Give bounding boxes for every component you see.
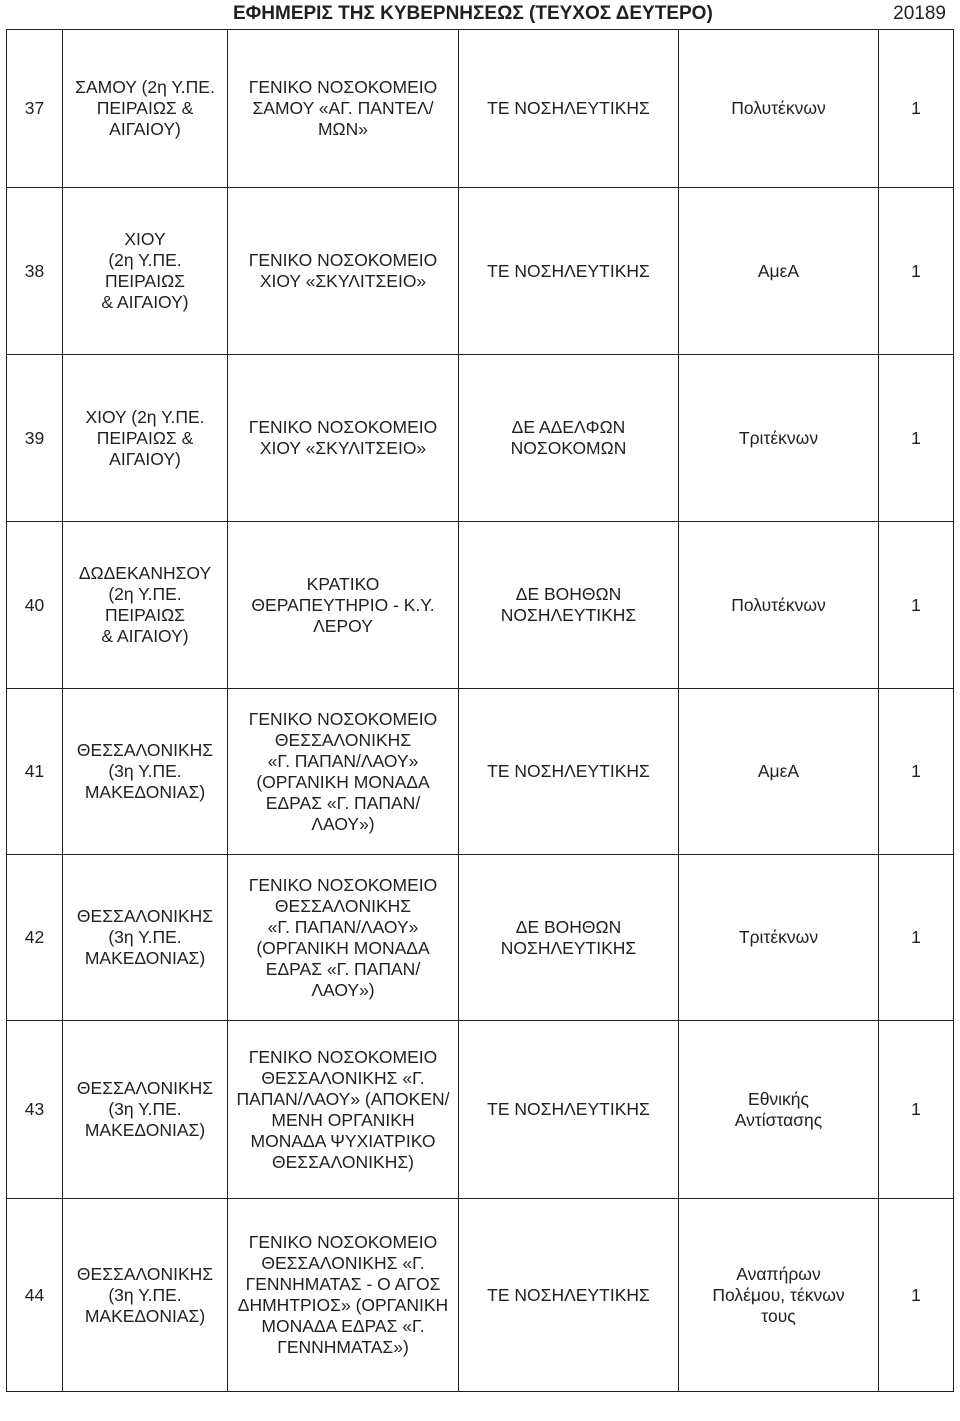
region-cell: ΧΙΟΥ (2η Υ.ΠΕ. ΠΕΙΡΑΙΩΣ & ΑΙΓΑΙΟΥ) [63, 188, 228, 355]
row-number: 43 [7, 1021, 63, 1199]
category-cell: Πολυτέκνων [679, 522, 879, 689]
positions-cell: 1 [879, 188, 954, 355]
specialty-cell: ΤΕ ΝΟΣΗΛΕΥΤΙΚΗΣ [459, 1199, 679, 1392]
table-row [7, 855, 954, 1021]
table-row [7, 1021, 954, 1199]
region-cell: ΔΩΔΕΚΑΝΗΣΟΥ (2η Υ.ΠΕ. ΠΕΙΡΑΙΩΣ & ΑΙΓΑΙΟΥ) [63, 522, 228, 689]
positions-cell: 1 [879, 522, 954, 689]
region-cell: ΧΙΟΥ (2η Υ.ΠΕ. ΠΕΙΡΑΙΩΣ & ΑΙΓΑΙΟΥ) [63, 355, 228, 522]
region-cell: ΣΑΜΟΥ (2η Υ.ΠΕ. ΠΕΙΡΑΙΩΣ & ΑΙΓΑΙΟΥ) [63, 30, 228, 188]
category-cell: ΑμεΑ [679, 689, 879, 855]
specialty-cell: ΤΕ ΝΟΣΗΛΕΥΤΙΚΗΣ [459, 188, 679, 355]
row-number: 41 [7, 689, 63, 855]
table-row [7, 1199, 954, 1392]
table-row [7, 188, 954, 355]
row-number: 39 [7, 355, 63, 522]
row-number: 40 [7, 522, 63, 689]
hospital-cell: ΓΕΝΙΚΟ ΝΟΣΟΚΟΜΕΙΟ ΣΑΜΟΥ «ΑΓ. ΠΑΝΤΕΛ/ ΜΩΝ» [228, 30, 459, 188]
region-cell: ΘΕΣΣΑΛΟΝΙΚΗΣ (3η Υ.ΠΕ. ΜΑΚΕΔΟΝΙΑΣ) [63, 855, 228, 1021]
positions-cell: 1 [879, 1021, 954, 1199]
hospital-cell: ΓΕΝΙΚΟ ΝΟΣΟΚΟΜΕΙΟ ΘΕΣΣΑΛΟΝΙΚΗΣ «Γ. ΠΑΠΑΝ/ΛΑΟΥ» (ΟΡΓΑΝΙΚΗ ΜΟΝΑΔΑ ΕΔΡΑΣ «Γ. ΠΑΠΑΝ/ ΛΑΟΥ») [228, 689, 459, 855]
specialty-cell: ΔΕ ΑΔΕΛΦΩΝ ΝΟΣΟΚΟΜΩΝ [459, 355, 679, 522]
row-number: 38 [7, 188, 63, 355]
gazette-title: ΕΦΗΜΕΡΙΣ ΤΗΣ ΚΥΒΕΡΝΗΣΕΩΣ (ΤΕΥΧΟΣ ΔΕΥΤΕΡΟ) [233, 3, 713, 24]
table-row [7, 30, 954, 188]
hospital-cell: ΓΕΝΙΚΟ ΝΟΣΟΚΟΜΕΙΟ ΘΕΣΣΑΛΟΝΙΚΗΣ «Γ. ΓΕΝΝΗΜΑΤΑΣ - Ο ΑΓΟΣ ΔΗΜΗΤΡΙΟΣ» (ΟΡΓΑΝΙΚΗ ΜΟΝΑΔΑ ΕΔΡΑΣ «Γ. ΓΕΝΝΗΜΑΤΑΣ») [228, 1199, 459, 1392]
region-cell: ΘΕΣΣΑΛΟΝΙΚΗΣ (3η Υ.ΠΕ. ΜΑΚΕΔΟΝΙΑΣ) [63, 1021, 228, 1199]
table-row [7, 522, 954, 689]
row-number: 42 [7, 855, 63, 1021]
region-cell: ΘΕΣΣΑΛΟΝΙΚΗΣ (3η Υ.ΠΕ. ΜΑΚΕΔΟΝΙΑΣ) [63, 689, 228, 855]
positions-table [6, 29, 954, 1392]
category-cell: Πολυτέκνων [679, 30, 879, 188]
positions-cell: 1 [879, 30, 954, 188]
category-cell: Αναπήρων Πολέμου, τέκνων τους [679, 1199, 879, 1392]
region-cell: ΘΕΣΣΑΛΟΝΙΚΗΣ (3η Υ.ΠΕ. ΜΑΚΕΔΟΝΙΑΣ) [63, 1199, 228, 1392]
hospital-cell: ΓΕΝΙΚΟ ΝΟΣΟΚΟΜΕΙΟ ΘΕΣΣΑΛΟΝΙΚΗΣ «Γ. ΠΑΠΑΝ/ΛΑΟΥ» (ΟΡΓΑΝΙΚΗ ΜΟΝΑΔΑ ΕΔΡΑΣ «Γ. ΠΑΠΑΝ/ ΛΑΟΥ») [228, 855, 459, 1021]
category-cell: Τριτέκνων [679, 355, 879, 522]
table-row [7, 355, 954, 522]
hospital-cell: ΓΕΝΙΚΟ ΝΟΣΟΚΟΜΕΙΟ ΧΙΟΥ «ΣΚΥΛΙΤΣΕΙΟ» [228, 188, 459, 355]
category-cell: Εθνικής Αντίστασης [679, 1021, 879, 1199]
positions-cell: 1 [879, 355, 954, 522]
positions-cell: 1 [879, 855, 954, 1021]
table-row [7, 689, 954, 855]
specialty-cell: ΤΕ ΝΟΣΗΛΕΥΤΙΚΗΣ [459, 689, 679, 855]
specialty-cell: ΔΕ ΒΟΗΘΩΝ ΝΟΣΗΛΕΥΤΙΚΗΣ [459, 522, 679, 689]
specialty-cell: ΤΕ ΝΟΣΗΛΕΥΤΙΚΗΣ [459, 30, 679, 188]
category-cell: ΑμεΑ [679, 188, 879, 355]
row-number: 44 [7, 1199, 63, 1392]
page-header [0, 0, 960, 30]
hospital-cell: ΚΡΑΤΙΚΟ ΘΕΡΑΠΕΥΤΗΡΙΟ - Κ.Υ. ΛΕΡΟΥ [228, 522, 459, 689]
specialty-cell: ΤΕ ΝΟΣΗΛΕΥΤΙΚΗΣ [459, 1021, 679, 1199]
hospital-cell: ΓΕΝΙΚΟ ΝΟΣΟΚΟΜΕΙΟ ΘΕΣΣΑΛΟΝΙΚΗΣ «Γ. ΠΑΠΑΝ/ΛΑΟΥ» (ΑΠΟΚΕΝ/ ΜΕΝΗ ΟΡΓΑΝΙΚΗ ΜΟΝΑΔΑ ΨΥΧΙΑΤΡΙΚΟ ΘΕΣΣΑΛΟΝΙΚΗΣ) [228, 1021, 459, 1199]
hospital-cell: ΓΕΝΙΚΟ ΝΟΣΟΚΟΜΕΙΟ ΧΙΟΥ «ΣΚΥΛΙΤΣΕΙΟ» [228, 355, 459, 522]
positions-cell: 1 [879, 689, 954, 855]
specialty-cell: ΔΕ ΒΟΗΘΩΝ ΝΟΣΗΛΕΥΤΙΚΗΣ [459, 855, 679, 1021]
page-number: 20189 [893, 3, 946, 24]
row-number: 37 [7, 30, 63, 188]
positions-cell: 1 [879, 1199, 954, 1392]
category-cell: Τριτέκνων [679, 855, 879, 1021]
